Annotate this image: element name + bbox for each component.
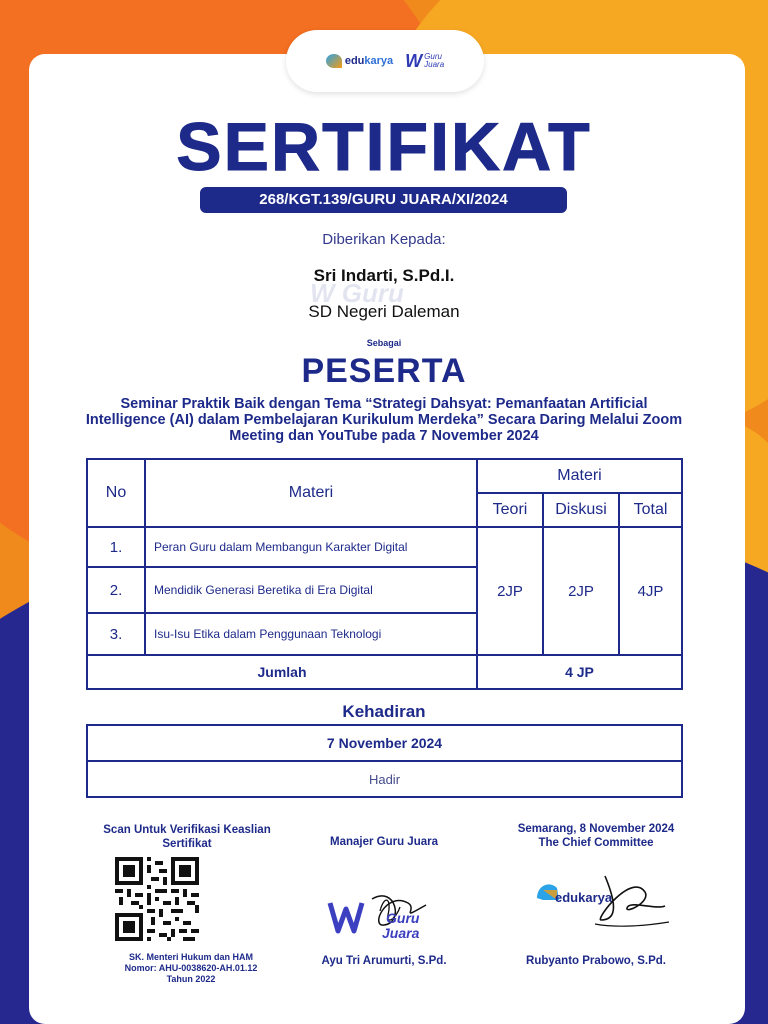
participant-role: PESERTA	[301, 352, 467, 390]
given-to-label: Diberikan Kepada:	[322, 231, 446, 248]
total-hours: 4JP	[619, 527, 682, 655]
event-description: Seminar Praktik Baik dengan Tema “Strategi Dahsyat: Pemanfaatan Artificial Intelligence (AI) dalam Pembelajaran Kurikulum Merdeka” Secara Daring Melalui Zoom Meeting dan YouTube pada 7 November 2024	[85, 396, 683, 444]
recipient-name: Sri Indarti, S.Pd.I.	[313, 266, 455, 285]
row-number: 2.	[87, 567, 145, 613]
guru-juara-mark-icon: W	[405, 50, 421, 71]
edukarya-mark-icon	[326, 54, 342, 68]
guru-juara-line1: Guru	[424, 52, 442, 61]
attendance-status: Hadir	[87, 761, 682, 797]
row-number: 3.	[87, 613, 145, 655]
verification-qr-code[interactable]	[115, 857, 199, 941]
stamp-line-2: Juara	[382, 925, 420, 941]
row-topic: Isu-Isu Etika dalam Penggunaan Teknologi	[145, 613, 477, 655]
legal-line-1: SK. Menteri Hukum dan HAM	[128, 952, 253, 962]
guru-juara-logo	[405, 51, 444, 72]
table-row	[87, 527, 682, 567]
attendance-title: Kehadiran	[342, 702, 426, 721]
manager-title: Manajer Guru Juara	[329, 836, 438, 848]
edukarya-prefix: edu	[344, 55, 365, 67]
col-header-group: Materi	[477, 459, 682, 493]
col-header-total: Total	[619, 493, 682, 527]
legal-line-2: Nomor: AHU-0038620-AH.01.12	[124, 963, 258, 973]
manager-name: Ayu Tri Arumurti, S.Pd.	[321, 955, 447, 967]
qr-caption: Scan Untuk Verifikasi Keaslian Sertifikat	[103, 824, 271, 850]
edukarya-logo	[326, 54, 393, 68]
edukarya-stamp-icon	[535, 870, 675, 930]
place-date: Semarang, 8 November 2024	[517, 823, 675, 835]
sum-label: Jumlah	[87, 655, 477, 689]
stamp-line-1: Guru	[386, 910, 420, 926]
guru-juara-stamp-icon	[326, 885, 436, 941]
col-header-discussion: Diskusi	[543, 493, 619, 527]
header-logos	[286, 30, 484, 92]
recipient-institution: SD Negeri Daleman	[308, 302, 460, 321]
row-number: 1.	[87, 527, 145, 567]
chief-title: The Chief Committee	[538, 837, 654, 849]
as-label: Sebagai	[366, 338, 402, 348]
guru-juara-line2: Juara	[424, 60, 445, 69]
certificate-number: 268/KGT.139/GURU JUARA/XI/2024	[200, 187, 567, 213]
col-header-no: No	[87, 459, 145, 527]
guru-juara-watermark-icon: W Guru	[310, 278, 404, 308]
materials-table	[86, 458, 683, 690]
chief-name: Rubyanto Prabowo, S.Pd.	[526, 955, 666, 967]
row-topic: Mendidik Generasi Beretika di Era Digital	[145, 567, 477, 613]
col-header-theory: Teori	[477, 493, 543, 527]
discussion-hours: 2JP	[543, 527, 619, 655]
legal-note	[96, 952, 286, 985]
col-header-materi: Materi	[145, 459, 477, 527]
row-topic: Peran Guru dalam Membangun Karakter Digital	[145, 527, 477, 567]
sum-value: 4 JP	[477, 655, 682, 689]
certificate-title: SERTIFIKAT	[176, 109, 592, 185]
edukarya-suffix: karya	[364, 55, 394, 67]
stamp-edukarya: edukarya	[555, 890, 613, 905]
attendance-date: 7 November 2024	[87, 725, 682, 761]
attendance-table	[86, 724, 683, 798]
theory-hours: 2JP	[477, 527, 543, 655]
legal-line-3: Tahun 2022	[166, 974, 216, 984]
